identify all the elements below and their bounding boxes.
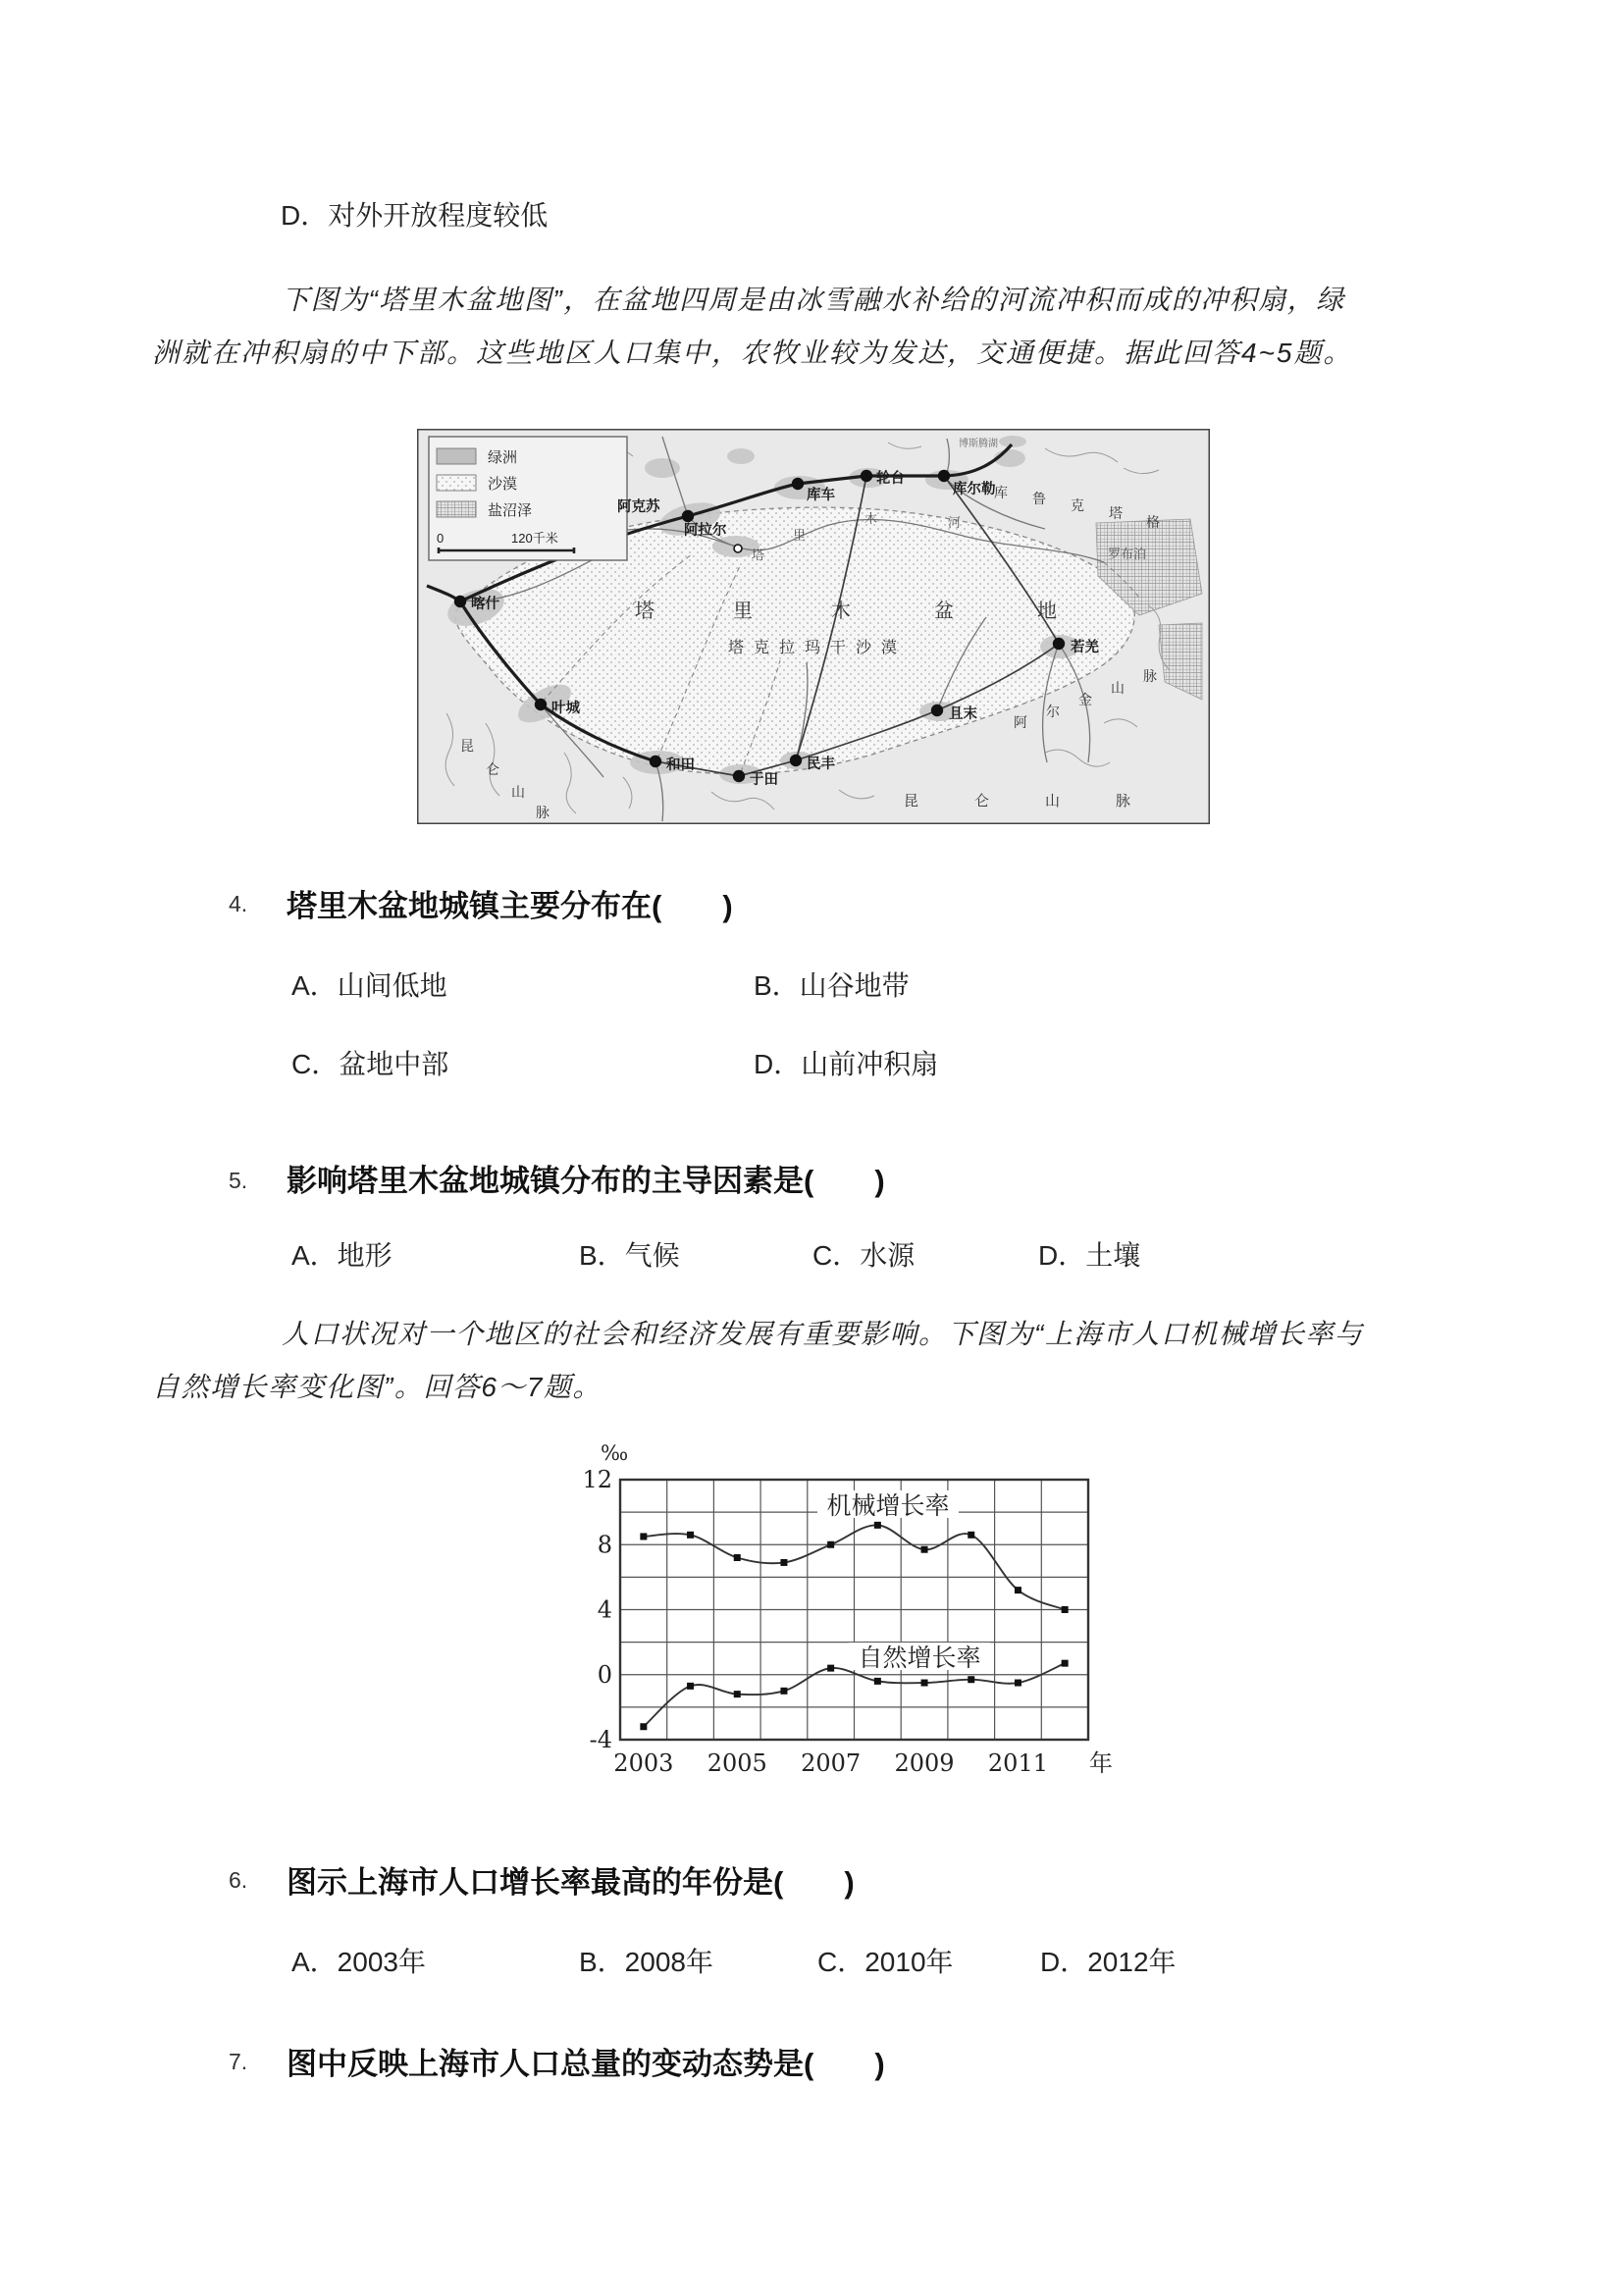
- region-label: 塔克拉玛干沙漠: [727, 640, 908, 656]
- data-point: [1015, 1587, 1021, 1593]
- q4-option-d: D．山前冲积扇: [754, 1049, 939, 1079]
- data-point: [921, 1546, 928, 1553]
- shanghai-growth-rate-chart: [564, 1433, 1128, 1786]
- city-marker: [792, 478, 804, 490]
- region-label: 里: [793, 528, 807, 543]
- x-tick-label: 2003: [613, 1749, 674, 1777]
- data-point: [1062, 1606, 1069, 1613]
- q4-stem: 塔里木盆地城镇主要分布在( ): [287, 889, 733, 923]
- region-label: 尔: [1046, 704, 1060, 719]
- y-axis-unit: ‰: [601, 1441, 629, 1465]
- data-point: [734, 1691, 741, 1697]
- city-marker: [861, 470, 872, 482]
- city-label: 民丰: [807, 757, 835, 772]
- legend-swatch-salt: [437, 501, 476, 517]
- q7-stem: 图中反映上海市人口总量的变动态势是( ): [287, 2047, 885, 2081]
- data-point: [640, 1723, 647, 1730]
- city-marker: [535, 699, 547, 710]
- city-label: 于田: [750, 772, 778, 788]
- intro-shanghai-line1: 人口状况对一个地区的社会和经济发展有重要影响。下图为“上海市人口机械增长率与: [282, 1319, 1364, 1349]
- legend-label: 沙漠: [488, 476, 518, 493]
- city-marker: [790, 755, 802, 766]
- city-label: 库车: [807, 488, 835, 503]
- data-point: [780, 1559, 787, 1566]
- q6-option-b: B．2008年: [579, 1947, 713, 1977]
- city-label: 阿克苏: [617, 499, 660, 515]
- x-tick-label: 2005: [707, 1749, 767, 1777]
- data-point: [780, 1688, 787, 1695]
- q5-stem: 影响塔里木盆地城镇分布的主导因素是( ): [287, 1164, 885, 1198]
- q6-option-a: A．2003年: [291, 1947, 426, 1977]
- scale-zero: 0: [437, 531, 445, 546]
- region-label: 格: [1146, 514, 1160, 530]
- data-point: [640, 1533, 647, 1539]
- map-legend: [429, 437, 627, 560]
- scale-label: 120千米: [511, 531, 558, 546]
- q6-stem: 图示上海市人口增长率最高的年份是( ): [287, 1865, 855, 1900]
- region-label: 地: [1037, 600, 1057, 622]
- region-label: 昆: [904, 793, 919, 809]
- q5-number: 5.: [229, 1168, 248, 1193]
- data-point: [874, 1678, 881, 1685]
- q6-number: 6.: [229, 1867, 248, 1893]
- city-marker: [682, 510, 694, 522]
- data-point: [827, 1541, 834, 1548]
- city-label: 库尔勒: [953, 482, 996, 497]
- data-point: [827, 1665, 834, 1672]
- y-tick-label: -4: [589, 1726, 612, 1753]
- region-label: 脉: [1143, 668, 1157, 684]
- region-label: 山: [511, 784, 525, 800]
- city-marker: [734, 545, 742, 552]
- data-point: [921, 1680, 928, 1687]
- y-tick-label: 12: [582, 1466, 612, 1493]
- region-label: 木: [831, 600, 851, 622]
- region-label: 塔: [635, 600, 654, 622]
- city-marker: [938, 470, 950, 482]
- intro-tarim-line1: 下图为“塔里木盆地图”，在盆地四周是由冰雪融水补给的河流冲积而成的冲积扇，绿: [282, 285, 1345, 315]
- y-tick-label: 4: [597, 1595, 612, 1624]
- y-tick-label: 0: [597, 1660, 612, 1689]
- data-point: [968, 1532, 974, 1539]
- region-label: 仑: [974, 793, 990, 809]
- region-label: 木: [864, 511, 878, 526]
- legend-swatch-desert: [437, 475, 476, 491]
- city-marker: [931, 704, 943, 716]
- data-point: [1015, 1680, 1021, 1687]
- legend-label: 盐沼泽: [488, 502, 533, 519]
- series-label-mechanical: 机械增长率: [826, 1492, 950, 1520]
- data-point: [968, 1676, 974, 1683]
- q6-option-c: C．2010年: [817, 1947, 954, 1977]
- x-tick-label: 2009: [894, 1749, 955, 1777]
- q4-option-b: B．山谷地带: [754, 970, 910, 1001]
- q6-option-d: D．2012年: [1040, 1947, 1177, 1977]
- city-marker: [650, 756, 661, 767]
- data-point: [874, 1522, 881, 1529]
- city-marker: [733, 770, 745, 782]
- region-label: 博斯腾湖: [959, 439, 998, 449]
- data-point: [734, 1554, 741, 1561]
- city-label: 和田: [666, 757, 695, 773]
- tarim-basin-map: [417, 429, 1210, 824]
- q4-option-a: A．山间低地: [291, 970, 447, 1001]
- q4-option-c: C．盆地中部: [291, 1049, 449, 1079]
- city-label: 轮台: [876, 471, 905, 487]
- region-label: 山: [1045, 793, 1061, 809]
- region-label: 阿: [1014, 714, 1027, 730]
- y-tick-label: 8: [597, 1531, 612, 1559]
- series-label-natural: 自然增长率: [858, 1644, 981, 1672]
- city-label: 若羌: [1071, 640, 1099, 655]
- region-label: 里: [733, 600, 753, 622]
- region-label: 鲁: [1032, 491, 1046, 506]
- city-label: 喀什: [471, 597, 499, 612]
- x-tick-label: 2007: [801, 1749, 862, 1777]
- city-marker: [1053, 638, 1065, 650]
- q7-number: 7.: [229, 2049, 248, 2074]
- city-label: 且末: [949, 706, 977, 722]
- q5-option-c: C．水源: [812, 1240, 916, 1271]
- intro-tarim-line2: 洲就在冲积扇的中下部。这些地区人口集中，农牧业较为发达，交通便捷。据此回答4~5题。: [152, 338, 1353, 368]
- q5-option-d: D．土壤: [1038, 1240, 1141, 1271]
- city-label: 叶城: [551, 701, 580, 716]
- intro-shanghai-line2: 自然增长率变化图”。回答6～7题。: [152, 1372, 602, 1402]
- region-label: 河: [948, 515, 962, 530]
- q4-number: 4.: [229, 891, 248, 916]
- region-label: 罗布泊: [1108, 547, 1147, 561]
- region-label: 塔: [1109, 505, 1123, 521]
- x-axis-unit: 年: [1089, 1750, 1113, 1777]
- region-label: 山: [1111, 680, 1125, 696]
- data-point: [687, 1683, 694, 1690]
- x-tick-label: 2011: [987, 1749, 1048, 1777]
- region-label: 库: [994, 485, 1008, 500]
- region-label: 脉: [1116, 793, 1131, 809]
- city-marker: [454, 596, 466, 607]
- data-point: [1062, 1660, 1069, 1667]
- q5-option-a: A．地形: [291, 1240, 393, 1271]
- region-label: 仑: [486, 761, 499, 777]
- region-label: 脉: [536, 805, 550, 820]
- prev-question-option-d: D．对外开放程度较低: [281, 200, 549, 231]
- city-label: 阿拉尔: [684, 523, 727, 539]
- region-label: 昆: [460, 738, 474, 754]
- region-label: 金: [1078, 692, 1092, 707]
- region-label: 盆: [934, 600, 954, 622]
- legend-swatch-oasis: [437, 448, 476, 464]
- region-label: 塔: [752, 548, 765, 562]
- legend-label: 绿洲: [488, 449, 518, 466]
- region-label: 克: [1071, 497, 1084, 513]
- data-point: [687, 1532, 694, 1539]
- q5-option-b: B．气候: [579, 1240, 680, 1271]
